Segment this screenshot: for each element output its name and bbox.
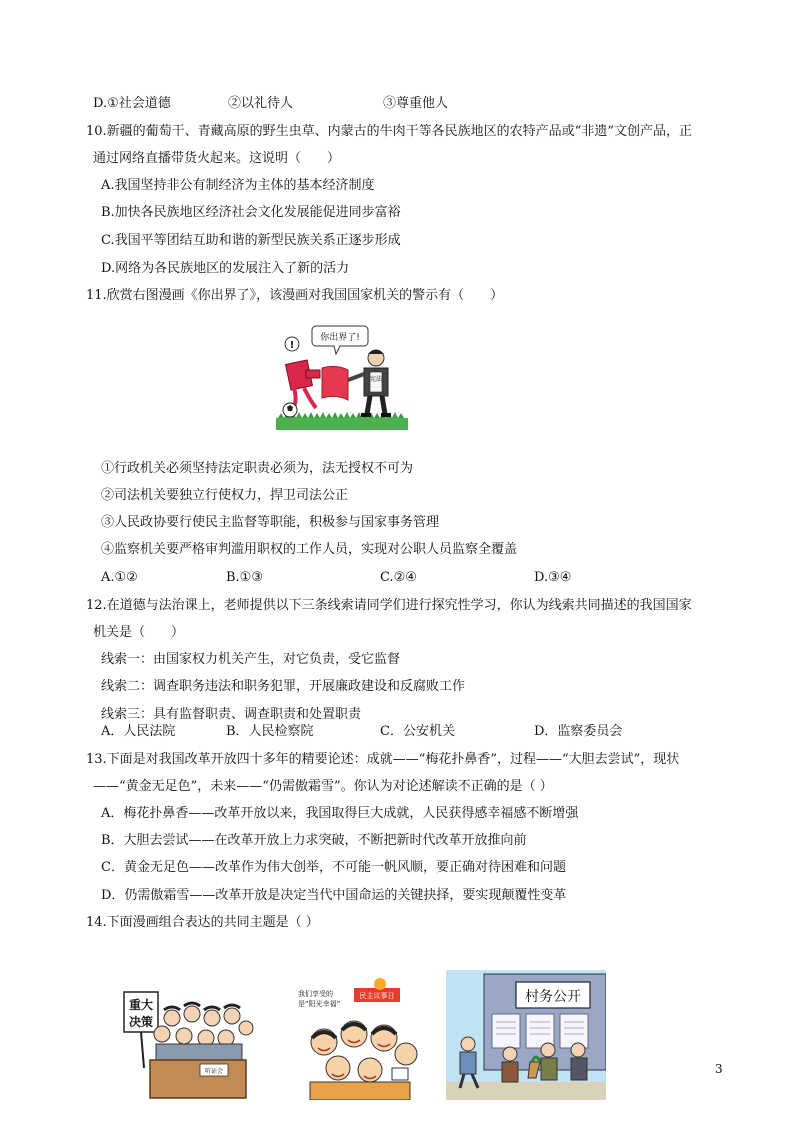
referee-sign: 宪法 [369, 376, 383, 383]
q9-option-d-label: D.①社会道德 [93, 96, 171, 111]
q11-option-a: A.①② [101, 570, 138, 585]
q13-option-a: A．梅花扑鼻香——改革开放以来，我国取得巨大成就，人民获得感幸福感不断增强 [101, 806, 579, 821]
q12-clue-2: 线索二：调查职务违法和职务犯罪，开展廉政建设和反腐败工作 [101, 679, 466, 694]
red-card [322, 366, 348, 400]
speech-bubble-text: 你出界了! [320, 333, 360, 343]
q11-statement-1: ①行政机关必须坚持法定职责必须为，法无授权不可为 [101, 461, 414, 476]
q14-cartoon-3 [446, 970, 606, 1100]
q14-cartoon-1 [122, 988, 258, 1100]
q11-statement-4: ④监察机关要严格审判滥用职权的工作人员，实现对公职人员监察全覆盖 [101, 542, 518, 557]
q11-statement-3: ③人民政协要行使民主监督等职能，积极参与国家事务管理 [101, 515, 440, 530]
q10-option-d: D.网络为各民族地区的发展注入了新的活力 [101, 261, 350, 276]
q12-option-d: D．监察委员会 [534, 724, 623, 739]
q12-option-c: C．公安机关 [380, 724, 455, 739]
q11-option-d: D.③④ [534, 570, 572, 585]
q12-clue-3: 线索三：具有监督职责、调查职责和处置职责 [101, 707, 362, 722]
q12-option-a: A．人民法院 [101, 724, 176, 739]
exclamation-icon: ! [289, 340, 295, 351]
q9-option-d-item2: ②以礼待人 [228, 96, 294, 111]
q12-stem-line2: 机关是（ ） [93, 625, 185, 640]
board-title: 村务公开 [525, 989, 581, 1005]
q13-option-c: C．黄金无足色——改革作为伟大创举，不可能一帆风顺，要正确对待困难和问题 [101, 860, 566, 875]
q11-cartoon-image [276, 318, 408, 430]
q12-clue-1: 线索一：由国家权力机关产生，对它负责，受它监督 [101, 652, 401, 667]
q11-stem: 11.欣赏右图漫画《你出界了》，该漫画对我国国家机关的警示有（ ） [86, 288, 504, 303]
q13-stem-line1: 13.下面是对我国改革开放四十多年的精要论述：成就——“梅花扑鼻香”，过程——“大胆去尝试”，现状 [86, 752, 680, 767]
q12-option-b: B．人民检察院 [226, 724, 314, 739]
q14-cartoon-2 [296, 976, 420, 1100]
desk-label: 听证会 [204, 1068, 224, 1075]
q13-option-d: D．仍需傲霜雪——改革开放是决定当代中国命运的关键抉择，要实现颠覆性变革 [101, 888, 567, 903]
caption-line-2: 是“阳光幸福” [298, 1000, 341, 1008]
sign-line-2: 决策 [128, 1015, 154, 1029]
q11-statement-2: ②司法机关要独立行使权力，捍卫司法公正 [101, 488, 349, 503]
q10-stem-line1: 10.新疆的葡萄干、青藏高原的野生虫草、内蒙古的牛肉干等各民族地区的农特产品或“非遗”文创产品，正 [86, 124, 692, 139]
q10-option-b: B.加快各民族地区经济社会文化发展能促进同步富裕 [101, 205, 401, 220]
banner-text: 民主议事日 [359, 992, 395, 1000]
q11-option-c: C.②④ [380, 570, 417, 585]
q13-option-b: B．大胆去尝试——在改革开放上力求突破，不断把新时代改革开放推向前 [101, 833, 527, 848]
q9-option-d-item3: ③尊重他人 [383, 96, 449, 111]
q14-stem: 14.下面漫画组合表达的共同主题是（ ） [86, 915, 319, 930]
q13-stem-line2: ——“黄金无足色”，未来——“仍需傲霜雪”。你认为对论述解读不正确的是（ ） [93, 779, 553, 794]
q12-stem-line1: 12.在道德与法治课上，老师提供以下三条线索请同学们进行探究性学习，你认为线索共同描述的我国国家 [86, 598, 692, 613]
grass-strip [276, 418, 408, 430]
q10-stem-line2: 通过网络直播带货火起来。这说明（ ） [93, 151, 341, 166]
q10-option-a: A.我国坚持非公有制经济为主体的基本经济制度 [101, 178, 375, 193]
sun-icon [374, 978, 386, 990]
q10-option-c: C.我国平等团结互助和谐的新型民族关系正逐步形成 [101, 233, 401, 248]
q11-option-b: B.①③ [226, 570, 263, 585]
caption-line-1: 我们享受的 [298, 990, 333, 998]
page-number: 3 [715, 1062, 723, 1076]
sign-line-1: 重大 [128, 998, 154, 1012]
desk [150, 1060, 246, 1098]
